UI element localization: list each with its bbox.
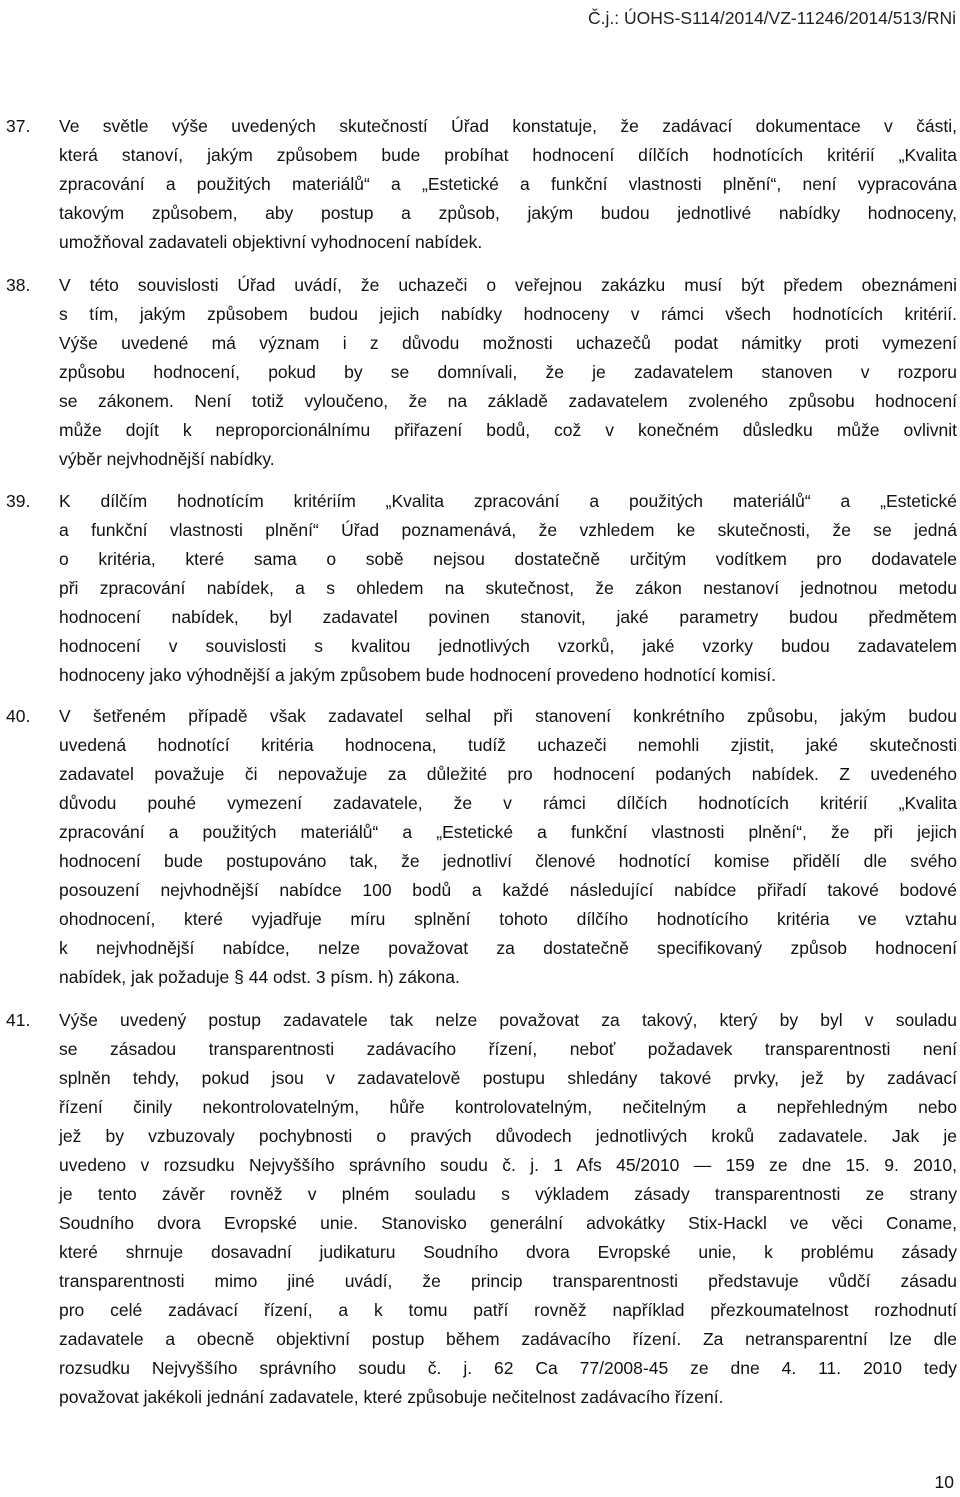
text-line: o kritéria, které sama o sobě nejsou dostatečně určitým vodítkem pro dodavatele xyxy=(59,549,957,569)
text-line: řízení činily nekontrolovatelným, hůře kontrolovatelným, nečitelným a nepřehledným nebo xyxy=(59,1097,957,1117)
paragraph-text xyxy=(59,112,957,257)
text-line: splněn tehdy, pokud jsou v zadavatelově postupu shledány takové prvky, jež by zadávací xyxy=(59,1068,957,1088)
paragraph-text xyxy=(59,271,957,474)
text-line: považovat jakékoli jednání zadavatele, které způsobuje nečitelnost zadávacího řízení. xyxy=(59,1387,724,1407)
text-line: se zásadou transparentnosti zadávacího řízení, neboť požadavek transparentnosti není xyxy=(59,1039,957,1059)
text-line: hodnocení nabídek, byl zadavatel povinen stanovit, jaké parametry budou předmětem xyxy=(59,607,957,627)
paragraph-text xyxy=(59,1006,957,1412)
text-line: a funkční vlastnosti plnění“ Úřad poznamenává, že vzhledem ke skutečnosti, že se jedná xyxy=(59,520,957,540)
document-reference: Č.j.: ÚOHS-S114/2014/VZ-11246/2014/513/RNi xyxy=(587,8,956,28)
text-line: zadavatele a obecně objektivní postup během zadávacího řízení. Za netransparentní lze dle xyxy=(59,1329,957,1349)
paragraph-number: 41. xyxy=(6,1010,31,1030)
text-line: V této souvislosti Úřad uvádí, že uchazeči o veřejnou zakázku musí být předem obeznámeni xyxy=(59,275,957,295)
text-line: Soudního dvora Evropské unie. Stanovisko generální advokátky Stix-Hackl ve věci Coname, xyxy=(59,1213,957,1233)
paragraph-text xyxy=(59,487,957,690)
text-line: zpracování a použitých materiálů“ a „Estetické a funkční vlastnosti plnění“, není vypracována xyxy=(59,174,957,194)
text-line: výběr nejvhodnější nabídky. xyxy=(59,449,275,469)
text-line: při zpracování nabídek, a s ohledem na skutečnost, že zákon nestanoví jednotnou metodu xyxy=(59,578,957,598)
text-line: Výše uvedený postup zadavatele tak nelze považovat za takový, který by byl v souladu xyxy=(59,1010,957,1030)
text-line: rozsudku Nejvyššího správního soudu č. j. 62 Ca 77/2008-45 ze dne 4. 11. 2010 tedy xyxy=(59,1358,957,1378)
text-line: způsobu hodnocení, pokud by se domnívali, že je zadavatelem stanoven v rozporu xyxy=(59,362,957,382)
text-line: k nejvhodnější nabídce, nelze považovat za dostatečně specifikovaný způsob hodnocení xyxy=(59,938,957,958)
text-line: zpracování a použitých materiálů“ a „Estetické a funkční vlastnosti plnění“, že při jejich xyxy=(59,822,957,842)
paragraph-number: 39. xyxy=(6,491,31,511)
text-line: může dojít k neproporcionálnímu přiřazení bodů, což v konečném důsledku může ovlivnit xyxy=(59,420,957,440)
text-line: takovým způsobem, aby postup a způsob, jakým budou jednotlivé nabídky hodnoceny, xyxy=(59,203,957,223)
text-line: Výše uvedené má význam i z důvodu možnosti uchazečů podat námitky proti vymezení xyxy=(59,333,957,353)
text-line: které shrnuje dosavadní judikaturu Soudního dvora Evropské unie, k problému zásady xyxy=(59,1242,957,1262)
text-line: pro celé zadávací řízení, a k tomu patří rovněž například přezkoumatelnost rozhodnutí xyxy=(59,1300,957,1320)
text-line: zadavatel považuje či nepovažuje za důležité pro hodnocení podaných nabídek. Z uvedeného xyxy=(59,764,957,784)
text-line: umožňoval zadavateli objektivní vyhodnocení nabídek. xyxy=(59,232,483,252)
text-line: hodnocení bude postupováno tak, že jednotliví členové hodnotící komise přidělí dle svého xyxy=(59,851,957,871)
text-line: uvedená hodnotící kritéria hodnocena, tudíž uchazeči nemohli zjistit, jaké skutečnosti xyxy=(59,735,957,755)
paragraph-number: 38. xyxy=(6,275,31,295)
text-line: V šetřeném případě však zadavatel selhal při stanovení konkrétního způsobu, jakým budou xyxy=(59,706,957,726)
text-line: K dílčím hodnotícím kritériím „Kvalita zpracování a použitých materiálů“ a „Estetické xyxy=(59,491,957,511)
paragraph-number: 37. xyxy=(6,116,31,136)
text-line: jež by vzbuzovaly pochybnosti o pravých důvodech jednotlivých kroků zadavatele. Jak je xyxy=(59,1126,957,1146)
text-line: Ve světle výše uvedených skutečností Úřad konstatuje, že zadávací dokumentace v části, xyxy=(59,116,957,136)
text-line: nabídek, jak požaduje § 44 odst. 3 písm. h) zákona. xyxy=(59,967,460,987)
text-line: hodnoceny jako výhodnější a jakým způsobem bude hodnocení provedeno hodnotící komisí. xyxy=(59,665,776,685)
text-line: je tento závěr rovněž v plném souladu s výkladem zásady transparentnosti ze strany xyxy=(59,1184,957,1204)
text-line: posouzení nejvhodnější nabídce 100 bodů a každé následující nabídce přiřadí takové bodové xyxy=(59,880,957,900)
paragraph-number: 40. xyxy=(6,706,31,726)
text-line: důvodu pouhé vymezení zadavatele, že v rámci dílčích hodnotících kritérií „Kvalita xyxy=(59,793,957,813)
text-line: s tím, jakým způsobem budou jejich nabídky hodnoceny v rámci všech hodnotících kritérií. xyxy=(59,304,957,324)
text-line: se zákonem. Není totiž vyloučeno, že na základě zadavatelem zvoleného způsobu hodnocení xyxy=(59,391,957,411)
text-line: ohodnocení, které vyjadřuje míru splnění tohoto dílčího hodnotícího kritéria ve vztahu xyxy=(59,909,957,929)
paragraph-text xyxy=(59,702,957,992)
text-line: která stanoví, jakým způsobem bude probíhat hodnocení dílčích hodnotících kritérií „Kvalita xyxy=(59,145,957,165)
text-line: uvedeno v rozsudku Nejvyššího správního soudu č. j. 1 Afs 45/2010 — 159 ze dne 15. 9. 2010, xyxy=(59,1155,957,1175)
text-line: hodnocení v souvislosti s kvalitou jednotlivých vzorků, jaké vzorky budou zadavatelem xyxy=(59,636,957,656)
page-number: 10 xyxy=(934,1472,954,1492)
text-line: transparentnosti mimo jiné uvádí, že princip transparentnosti představuje vůdčí zásadu xyxy=(59,1271,957,1291)
